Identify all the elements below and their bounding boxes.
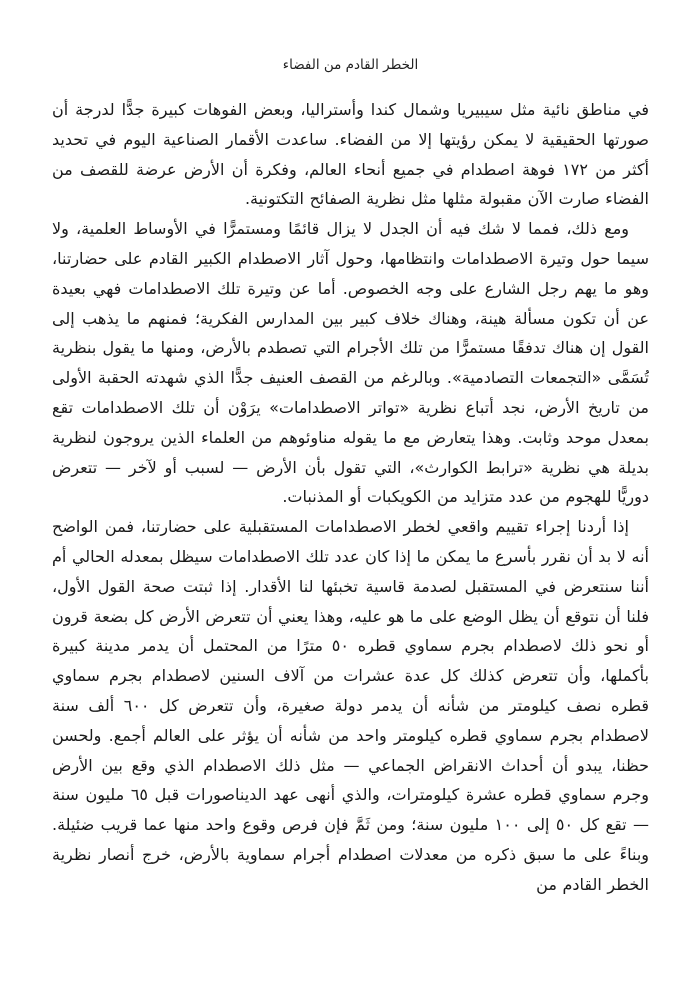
paragraph-1: في مناطق نائية مثل سيبيريا وشمال كندا وأستراليا، وبعض الفوهات كبيرة جدًّا لدرجة أن صورتها الحقيقية لا يمكن رؤيتها إلا من الفضاء. ساعدت الأقمار الصناعية اليوم في تحديد أكثر من ١٧٢ فوهة اصطدام في جميع أنحاء العالم، وفكرة أن الأرض عرضة للقصف من الفضاء صارت الآن مقبولة مثلها مثل نظرية الصفائح التكتونية. xyxy=(52,100,649,209)
book-page xyxy=(52,0,649,1000)
running-header: الخطر القادم من الفضاء xyxy=(282,57,419,73)
paragraph-3: إذا أردنا إجراء تقييم واقعي لخطر الاصطدامات المستقبلية على حضارتنا، فمن الواضح أنه لا بد أن نقرر بأسرع ما يمكن ما إذا كان عدد تلك الاصطدامات سيظل بمعدله الحالي أم أننا سنتعرض في المستقبل لصدمة قاسية تخبئها لنا الأقدار. إذا ثبتت صحة القول الأول، فلنا أن نتوقع أن يظل الوضع على ما هو عليه، وهذا يعني أن تتعرض الأرض كل بضعة قرون أو نحو ذلك لاصطدام بجرم سماوي قطره ٥٠ مترًا من المحتمل أن يدمر مدينة كبيرة بأكملها، وأن تتعرض كذلك كل عدة عشرات من آلاف السنين لاصطدام بجرم سماوي قطره نصف كيلومتر من شأنه أن يدمر دولة صغيرة، وأن تتعرض كل ٦٠٠ ألف سنة لاصطدام بجرم سماوي قطره كيلومتر واحد من شأنه أن يؤثر على العالم أجمع. ولحسن حظنا، يبدو أن أحداث الانقراض الجماعي — مثل ذلك الاصطدام الذي وقع بين الأرض وجرم سماوي قطره عشرة كيلومترات، والذي أنهى عهد الديناصورات قبل ٦٥ مليون سنة — تقع كل ٥٠ إلى ١٠٠ مليون سنة؛ ومن ثَمَّ فإن فرص وقوع واحد منها عما قريب ضئيلة. وبناءً على ما سبق ذكره من معدلات اصطدام أجرام سماوية بالأرض، خرج أنصار نظرية الخطر القادم من xyxy=(52,517,649,894)
body-text xyxy=(52,95,649,900)
paragraph-2: ومع ذلك، فمما لا شك فيه أن الجدل لا يزال قائمًا ومستمرًّا في الأوساط العلمية، ولا سيما حول وتيرة الاصطدامات وانتظامها، وحول آثار الاصطدام الكبير القادم على حضارتنا، وهو ما يهم رجل الشارع على وجه الخصوص. أما عن وتيرة تلك الاصطدامات فهي بعيدة عن أن تكون مسألة هينة، وهناك خلاف كبير بين المدارس الفكرية؛ فمنهم ما يذهب إلى القول إن هناك تدفقًا مستمرًّا من تلك الأجرام التي تصطدم بالأرض، ومنها ما يقول بنظرية تُسَمَّى «التجمعات التصادمية». وبالرغم من القصف العنيف جدًّا الذي شهدته الحقبة الأولى من تاريخ الأرض، نجد أتباع نظرية «تواتر الاصطدامات» يرَوْن أن تلك الاصطدامات تقع بمعدل موحد وثابت. وهذا يتعارض مع ما يقوله مناوئوهم من العلماء الذين يروجون لنظرية بديلة هي نظرية «ترابط الكوارث»، التي تقول بأن الأرض — لسبب أو لآخر — تتعرض دوريًّا للهجوم من عدد متزايد من الكويكبات أو المذنبات. xyxy=(52,219,649,507)
